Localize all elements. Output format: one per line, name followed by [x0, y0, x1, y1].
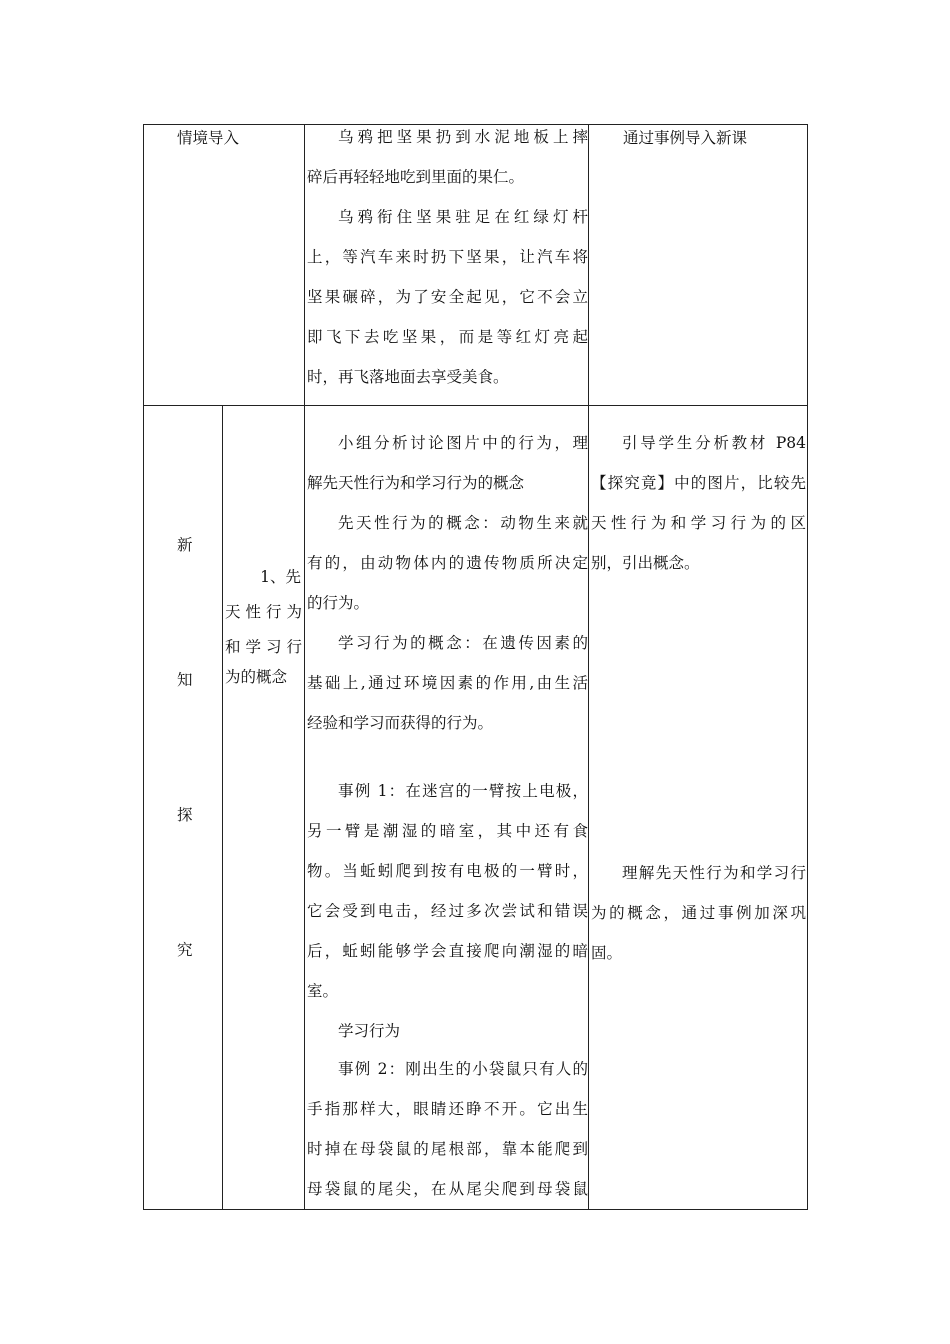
table-bottom-border [143, 1209, 808, 1210]
content-line: 的行为。 [307, 594, 370, 612]
situation-content [307, 117, 588, 397]
topic-line: 1、先 [260, 568, 301, 586]
content-line: 另一臂是潮湿的暗室，其中还有食 [307, 822, 588, 840]
content-line: 手指那样大，眼睛还睁不开。它出生 [307, 1100, 588, 1118]
intent-line: 理解先天性行为和学习行 [622, 864, 806, 882]
intent-line: 引导学生分析教材 P84 [622, 434, 806, 452]
content-line: 即飞下去吃坚果，而是等红灯亮起 [307, 328, 588, 346]
content-line: 学习行为 [338, 1022, 401, 1040]
intent-line: 为的概念，通过事例加深巩 [591, 904, 806, 922]
column-divider-topic [222, 405, 223, 1210]
content-line: 有的，由动物体内的遗传物质所决定 [307, 554, 588, 572]
content-line: 解先天性行为和学习行为的概念 [307, 474, 525, 492]
table-right-border [807, 124, 808, 1210]
content-line: 乌鸦衔住坚果驻足在红绿灯杆 [338, 208, 588, 226]
row-divider [143, 405, 808, 406]
stage-char: 究 [177, 941, 193, 959]
content-line: 后，蚯蚓能够学会直接爬向潮湿的暗 [307, 942, 588, 960]
stage-label-situation: 情境导入 [177, 129, 240, 147]
inquiry-content-c [307, 1013, 588, 1209]
column-divider-intent [588, 124, 589, 1210]
topic-line: 和学习行 [225, 638, 302, 656]
intent-inquiry-b [591, 853, 806, 973]
content-line: 乌鸦把坚果扔到水泥地板上摔 [338, 128, 588, 146]
topic-line: 为的概念 [225, 668, 288, 686]
intent-inquiry-a [591, 423, 806, 583]
content-line: 学习行为的概念：在遗传因素的 [338, 634, 588, 652]
stage-char: 新 [177, 536, 193, 554]
content-line: 基础上,通过环境因素的作用,由生活 [307, 674, 588, 692]
intent-situation: 通过事例导入新课 [623, 129, 748, 147]
content-line: 坚果碾碎，为了安全起见，它不会立 [307, 288, 588, 306]
stage-char: 探 [177, 806, 193, 824]
column-divider-content [304, 124, 305, 1210]
content-line: 事例 2：刚出生的小袋鼠只有人的 [338, 1060, 588, 1078]
content-line: 母袋鼠的尾尖，在从尾尖爬到母袋鼠 [307, 1180, 588, 1198]
inquiry-content-a [307, 423, 588, 743]
content-line: 室。 [307, 982, 339, 1000]
content-line: 事例 1：在迷宫的一臂按上电极， [338, 782, 588, 800]
content-line: 碎后再轻轻地吃到里面的果仁。 [307, 168, 525, 186]
intent-line: 固。 [591, 944, 623, 962]
content-line: 上，等汽车来时扔下坚果，让汽车将 [307, 248, 588, 266]
content-line: 物。当蚯蚓爬到按有电极的一臂时， [307, 862, 588, 880]
content-line: 时掉在母袋鼠的尾根部，靠本能爬到 [307, 1140, 588, 1158]
topic-cell [225, 557, 302, 687]
content-line: 它会受到电击，经过多次尝试和错误 [307, 902, 588, 920]
intent-line: 【探究竟】中的图片，比较先 [591, 474, 806, 492]
content-line: 小组分析讨论图片中的行为，理 [338, 434, 588, 452]
inquiry-content-b [307, 771, 588, 1011]
topic-line: 天性行为 [225, 603, 302, 621]
intent-line: 别，引出概念。 [591, 554, 700, 572]
intent-line: 天性行为和学习行为的区 [591, 514, 806, 532]
content-line: 先天性行为的概念：动物生来就 [338, 514, 588, 532]
table-left-border [143, 124, 144, 1210]
stage-char: 知 [177, 671, 193, 689]
content-line: 时，再飞落地面去享受美食。 [307, 368, 509, 386]
content-line: 经验和学习而获得的行为。 [307, 714, 494, 732]
